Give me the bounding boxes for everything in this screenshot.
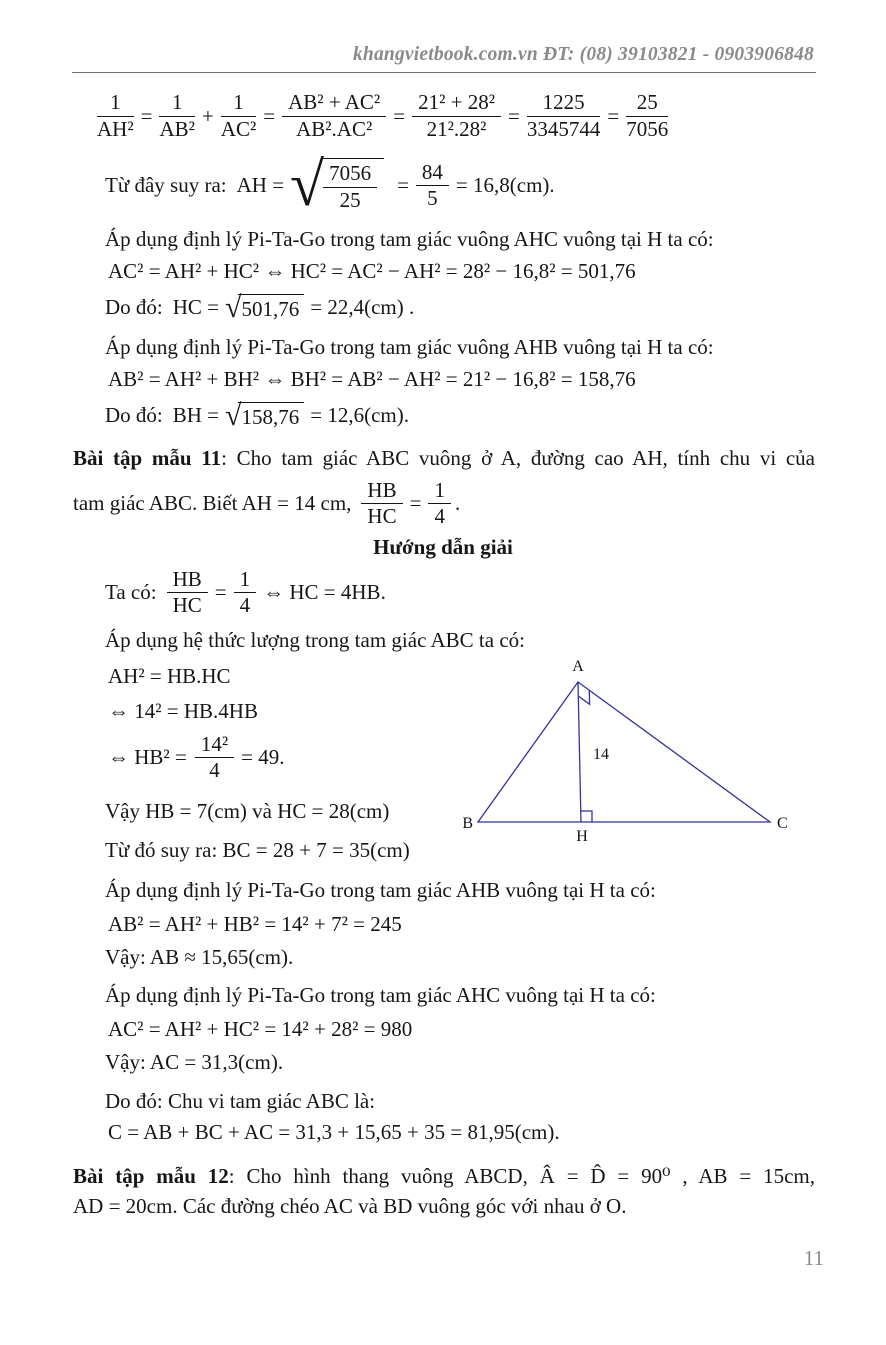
fraction: $\frac{84}{5}$ (416, 161, 449, 211)
altitude-length-label: 14 (593, 746, 609, 763)
statement-pytago-ahc-11: Áp dụng định lý Pi-Ta-Go trong tam giác AHC vuông tại H ta có: (105, 982, 656, 1007)
math-text: = 12,6(cm). (310, 403, 409, 428)
line-bc-sum: Từ đó suy ra: BC = 28 + 7 = 35(cm) (105, 837, 410, 862)
square-root (225, 399, 304, 433)
problem11-text: tam giác ABC. Biết AH = 14 cm, (73, 491, 352, 516)
right-angle-mark-h (581, 811, 592, 822)
equals-sign: = (607, 103, 620, 128)
problem11-statement-line2 (73, 479, 815, 529)
problem11-title: Bài tập mẫu 11 (73, 445, 222, 470)
line-vay-ab: Vậy: AB ≈ 15,65(cm). (105, 944, 294, 969)
equation-14-squared: ⇔ 14² = HB.4HB (108, 698, 258, 723)
math-text: BH = (172, 403, 220, 428)
math-text: ⇔ HC = 4HB. (263, 580, 386, 605)
right-angle-mark-a (578, 690, 589, 704)
statement-pytago-ahb: Áp dụng định lý Pi-Ta-Go trong tam giác vuông AHB vuông tại H ta có: (105, 334, 714, 359)
equation-perimeter: C = AB + BC + AC = 31,3 + 15,65 + 35 = 81,95(cm). (108, 1119, 560, 1144)
equals-sign: = (263, 103, 276, 128)
math-text: = 22,4(cm) . (310, 295, 415, 320)
line-label: Do đó: (105, 295, 163, 320)
line-bh-value (105, 399, 815, 433)
period: . (454, 491, 461, 516)
fraction: $\frac{HB}{HC}$ (361, 479, 402, 529)
radical-icon: √ (225, 291, 242, 325)
problem12-title: Bài tập mẫu 12 (73, 1163, 229, 1188)
math-text: = 49. (241, 745, 285, 770)
radical-icon: √ (290, 151, 325, 220)
fraction: $\frac{\text{AB² + AC²}}{\text{AB².AC²}}$ (282, 91, 386, 141)
page-number: 11 (803, 1246, 824, 1270)
square-root (225, 291, 304, 325)
fraction: $\frac{\text{21² + 28²}}{\text{21².28²}}$ (412, 91, 501, 141)
problem12-text: : Cho hình thang vuông ABCD, Â = D̂ = 90⁰ , AB = 15cm, (228, 1163, 815, 1188)
square-root (290, 151, 384, 220)
line-ta-co (105, 568, 815, 618)
equation-bh-squared: AB² = AH² + BH² ⇔ BH² = AB² − AH² = 21² − 16,8² = 158,76 (108, 366, 636, 391)
line-ah-value (105, 151, 815, 220)
equals-sign: = (214, 580, 227, 605)
equals-sign: = (393, 103, 406, 128)
fraction: $\frac{1}{\text{AH²}}$ (97, 90, 134, 141)
equation-ab2-245: AB² = AH² + HB² = 14² + 7² = 245 (108, 911, 402, 936)
radicand (321, 158, 384, 213)
fraction: $\frac{25}{7056}$ (626, 90, 669, 141)
equals-sign: = (409, 491, 422, 516)
triangle-lines (478, 682, 770, 822)
line-vay-hb-hc: Vậy HB = 7(cm) và HC = 28(cm) (105, 798, 390, 823)
fraction: $\frac{1}{4}$ (428, 479, 451, 529)
solution-guide-heading: Hướng dẫn giải (373, 534, 513, 559)
problem11-text: : Cho tam giác ABC vuông ở A, đường cao AH, tính chu vi của (221, 445, 815, 470)
radical-icon: √ (225, 399, 242, 433)
triangle-abc (478, 682, 770, 822)
equals-sign: = (140, 103, 153, 128)
triangle-figure (453, 654, 798, 850)
equation-ah2: AH² = HB.HC (108, 663, 231, 688)
plus-sign: + (201, 103, 214, 128)
equals-sign: = (397, 173, 409, 198)
header-website-phone: khangvietbook.com.vn ĐT: (08) 39103821 - 0903906848 (352, 44, 814, 65)
fraction: $\frac{HB}{HC}$ (167, 568, 208, 618)
equals-sign: = (508, 103, 520, 128)
altitude-ah (578, 682, 581, 822)
statement-pytago-ahb-11: Áp dụng định lý Pi-Ta-Go trong tam giác AHB vuông tại H ta có: (105, 877, 656, 902)
line-hc-value (105, 291, 815, 325)
math-text: HC = (172, 295, 220, 320)
line-vay-ac: Vậy: AC = 31,3(cm). (105, 1049, 284, 1074)
problem12-statement-line2: AD = 20cm. Các đường chéo AC và BD vuông góc với nhau ở O. (73, 1193, 627, 1218)
line-chu-vi-label: Do đó: Chu vi tam giác ABC là: (105, 1088, 376, 1113)
math-text: AH = (236, 173, 285, 198)
statement-he-thuc: Áp dụng hệ thức lượng trong tam giác ABC ta có: (105, 627, 525, 652)
vertex-label-a: A (572, 658, 584, 675)
page-header (72, 0, 816, 73)
vertex-label-b: B (462, 815, 473, 832)
radicand: 501,76 (238, 294, 304, 322)
fraction: $\frac{\text{14²}}{4}$ (195, 733, 234, 783)
fraction: $\frac{1}{4}$ (234, 568, 257, 618)
math-text: ⇔ HB² = (108, 745, 187, 770)
foot-label-h: H (576, 828, 588, 845)
radicand: 158,76 (238, 402, 304, 430)
vertex-label-c: C (777, 815, 788, 832)
fraction: $\frac{1}{\text{AB²}}$ (159, 90, 195, 141)
equation-ac2-980: AC² = AH² + HC² = 14² + 28² = 980 (108, 1016, 413, 1041)
math-text: = 16,8(cm). (455, 173, 555, 198)
triangle-labels (462, 658, 787, 845)
equation-hc-squared: AC² = AH² + HC² ⇔ HC² = AC² − AH² = 28² − 16,8² = 501,76 (108, 258, 636, 283)
statement-pytago-ahc: Áp dụng định lý Pi-Ta-Go trong tam giác vuông AHC vuông tại H ta có: (105, 226, 714, 251)
fraction: $\frac{1}{\text{AC²}}$ (220, 90, 257, 141)
fraction: $\frac{7056}{25}$ (323, 162, 377, 212)
fraction: $\frac{1225}{3345744}$ (526, 90, 601, 141)
problem11-statement-line1 (73, 443, 815, 473)
line-label: Ta có: (105, 580, 157, 605)
line-label: Từ đây suy ra: (105, 173, 227, 198)
problem12-statement-line1 (73, 1161, 815, 1191)
line-label: Do đó: (105, 403, 163, 428)
equation-reciprocal-altitude (97, 91, 815, 141)
